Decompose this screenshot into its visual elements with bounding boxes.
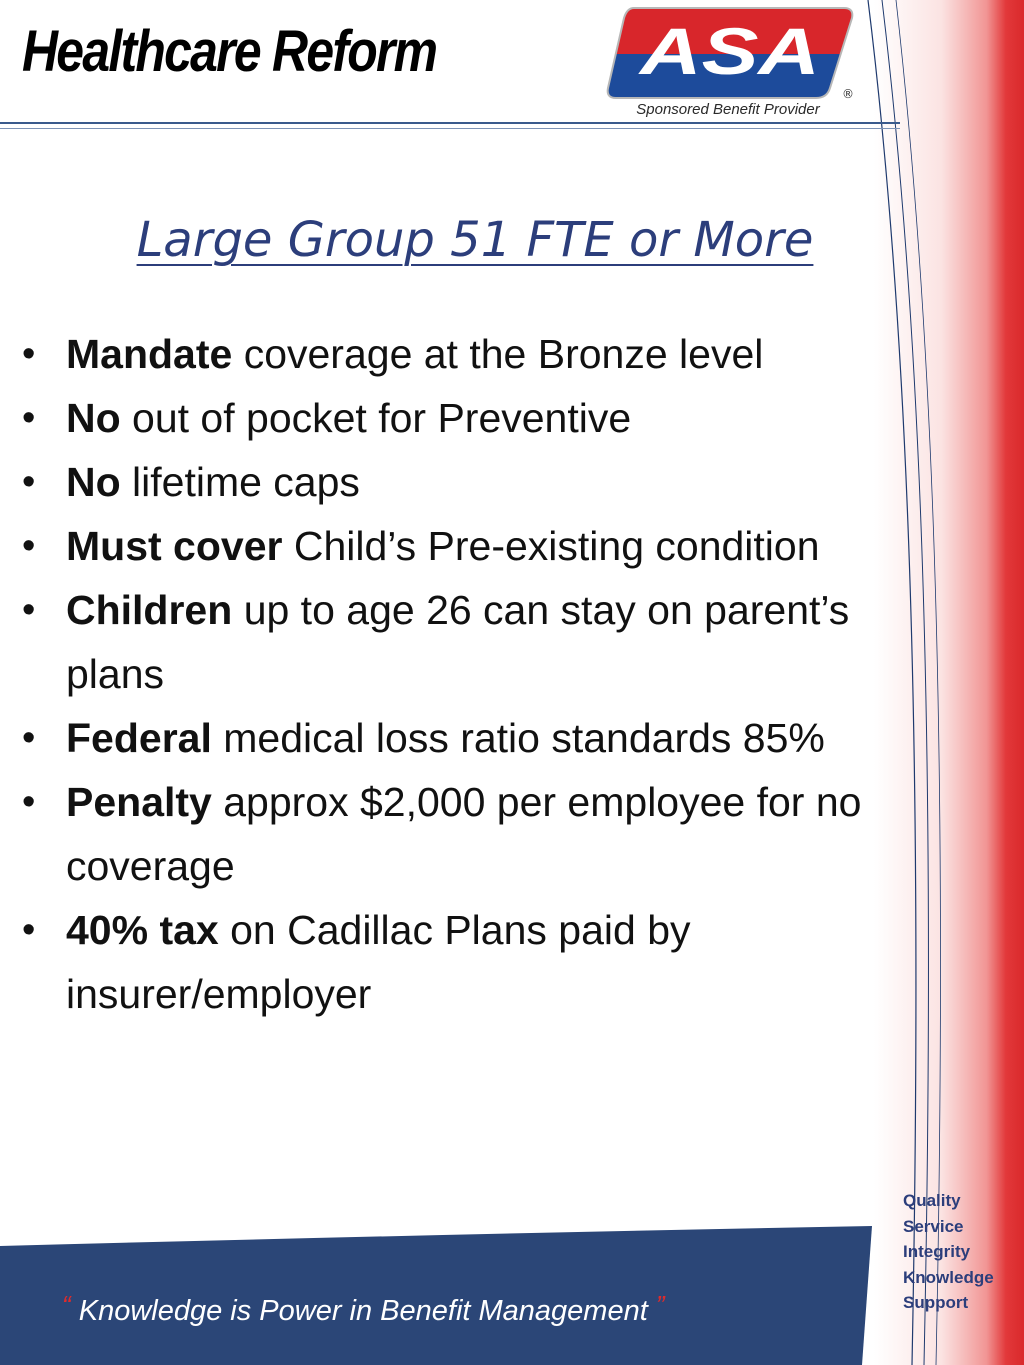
values-list <box>903 1188 994 1316</box>
bullet-text: Child’s Pre-existing condition <box>282 523 820 569</box>
header-title: Healthcare Reform <box>22 19 437 84</box>
bullet-marker: • <box>22 589 36 631</box>
bullet-text: approx $2,000 per employee for no coverage <box>66 779 862 889</box>
bullet-keyword: 40% tax <box>66 907 219 953</box>
bullet-keyword: Children <box>66 587 233 633</box>
value-item: Service <box>903 1216 964 1236</box>
bullet-marker: • <box>22 717 36 759</box>
bullet-marker: • <box>22 397 36 439</box>
bullet-item <box>22 386 902 450</box>
bullet-item <box>22 322 902 386</box>
bullet-item <box>22 578 902 706</box>
bullet-text: out of pocket for Preventive <box>120 395 632 441</box>
bullet-keyword: Penalty <box>66 779 212 825</box>
logo-letters: ASA <box>637 14 820 88</box>
bullet-item <box>22 450 902 514</box>
bullet-keyword: Must cover <box>66 523 283 569</box>
bullet-marker: • <box>22 461 36 503</box>
bullet-text: medical loss ratio standards 85% <box>211 715 825 761</box>
bullet-marker: • <box>22 333 36 375</box>
header-divider-thin <box>0 128 900 129</box>
bullet-text: lifetime caps <box>120 459 360 505</box>
bullet-list <box>22 322 902 1026</box>
bullet-keyword: Federal <box>66 715 212 761</box>
bullet-item <box>22 514 902 578</box>
value-item: Knowledge <box>903 1267 994 1287</box>
quote-close-mark: ” <box>655 1290 665 1320</box>
bullet-text: on Cadillac Plans paid by insurer/employer <box>66 907 691 1017</box>
bullet-keyword: Mandate <box>66 331 233 377</box>
value-item: Integrity <box>903 1242 971 1261</box>
bullet-item <box>22 898 902 1026</box>
registered-mark: ® <box>842 87 854 101</box>
bullet-marker: • <box>22 909 36 951</box>
bullet-text: up to age 26 can stay on parent’s plans <box>66 587 850 697</box>
bullet-marker: • <box>22 781 36 823</box>
bullet-keyword: No <box>66 459 121 505</box>
footer-tagline-text: Knowledge is Power in Benefit Management <box>70 1295 656 1327</box>
bullet-item <box>22 770 902 898</box>
bullet-marker: • <box>22 525 36 567</box>
value-item: Quality <box>903 1191 961 1210</box>
header-divider <box>0 122 900 124</box>
bullet-text: coverage at the Bronze level <box>232 331 764 377</box>
bullet-item <box>22 706 902 770</box>
quote-open-mark: “ <box>62 1290 71 1320</box>
slide-heading: Large Group 51 FTE or More <box>136 212 814 268</box>
footer-tagline <box>62 1290 822 1328</box>
bullet-keyword: No <box>66 395 121 441</box>
value-item: Support <box>903 1293 969 1312</box>
logo-caption: Sponsored Benefit Provider <box>636 101 820 118</box>
